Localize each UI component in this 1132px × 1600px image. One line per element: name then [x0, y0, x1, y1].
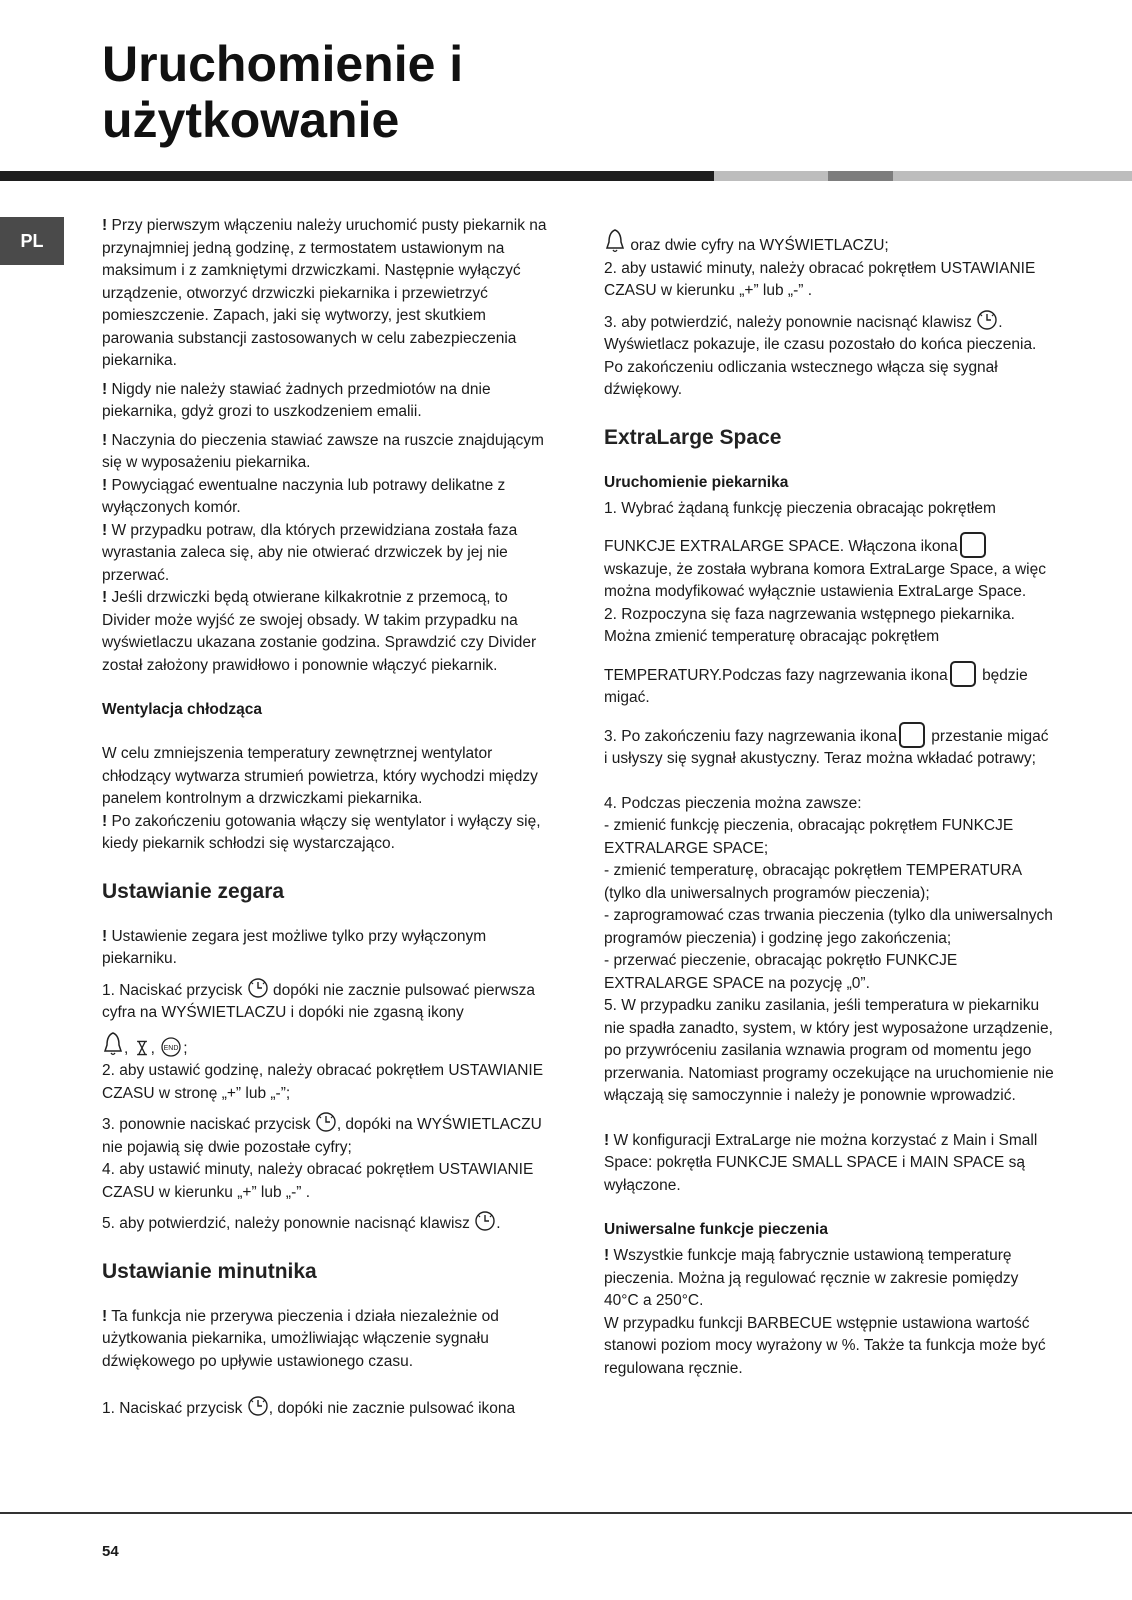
compartment-square-icon	[899, 722, 925, 748]
hourglass-icon	[133, 1039, 151, 1057]
warning-mark: !	[102, 589, 108, 606]
cooling-fan-heading: Wentylacja chłodząca	[102, 701, 262, 718]
icon-separator: ,	[124, 1039, 129, 1057]
warning-mark: !	[604, 1247, 610, 1264]
bell-icon	[604, 228, 626, 254]
universal-warning: ! Wszystkie funkcje mają fabrycznie ustawioną temperaturę pieczenia. Można ją regulować ręcznie w zakresie pomiędzy 40°C a 250°C.	[604, 1247, 1019, 1309]
universal-barbecue: W przypadku funkcji BARBECUE wstępnie ustawiona wartość stanowi poziom mocy wyrażony w %. Także ta funkcja może być regulowana ręcznie.	[604, 1314, 1046, 1377]
warning-rising: ! W przypadku potraw, dla których przewidziana została faza wyrastania zaleca się, aby nie otwierać drzwiczek by jej nie przerwać.	[102, 521, 518, 584]
cooling-fan-warning: ! Po zakończeniu gotowania włączy się wentylator i wyłączy się, kiedy piekarnik schłodzi się wystarczająco.	[102, 812, 541, 852]
clock-step-3: 3. ponownie naciskać przycisk , dopóki na WYŚWIETLACZU nie pojawią się dwie pozostałe cyfry;	[102, 1111, 552, 1159]
clock-icon	[247, 977, 269, 999]
timer-step-3: 3. aby potwierdzić, należy ponownie nacisnąć klawisz . Wyświetlacz pokazuje, ile czasu pozostało do końca pieczenia. Po zakończeniu odliczania wstecznego włącza się sygnał dźwiękowy.	[604, 309, 1056, 402]
warning-mark: !	[102, 476, 108, 494]
clock-icon	[315, 1111, 337, 1133]
header-rule-dark	[0, 171, 714, 181]
compartment-square-icon	[960, 532, 986, 558]
header-rule-mid	[828, 171, 893, 181]
end-icon-label: END	[163, 1044, 179, 1052]
timer-step-1: 1. Naciskać przycisk , dopóki nie zacznie pulsować ikona	[102, 1395, 552, 1421]
start-step-4: 4. Podczas pieczenia można zawsze:	[604, 794, 862, 812]
start-step-4d: - przerwać pieczenie, obracając pokrętło FUNKCJE EXTRALARGE SPACE na pozycję „0”.	[604, 952, 958, 992]
clock-heading: Ustawianie zegara	[102, 879, 285, 903]
cooling-fan-text: W celu zmniejszenia temperatury zewnętrznej wentylator chłodzący wytwarza strumień powietrza, który wychodzi między panelem kontrolnym a drzwiczkami piekarnika.	[102, 745, 538, 807]
clock-warning: ! Ustawienie zegara jest możliwe tylko przy wyłączonym piekarniku.	[102, 927, 487, 967]
warning-mark: !	[604, 1131, 610, 1149]
start-step-5: 5. W przypadku zaniku zasilania, jeśli temperatura w piekarniku nie spadła zanadto, system, w który jest wyposażone urządzenie, po przywróceniu zasilania wznawia program od momentu jego przerwania. Natomiast programy oczekujące na uruchomienie nie włączają się samoczynnie i należy je ponownie wprowadzić.	[604, 997, 1054, 1104]
timer-step-2: 2. aby ustawić minuty, należy obracać pokrętłem USTAWIANIE CZASU w kierunku „+” lub „-” .	[604, 259, 1036, 299]
warning-mark: !	[102, 217, 108, 234]
clock-icon	[247, 1395, 269, 1417]
start-step-2-cont: TEMPERATURY.Podczas fazy nagrzewania ikona będzie migać.	[604, 661, 1056, 710]
warning-remove-dishes: ! Powyciągać ewentualne naczynia lub potrawy delikatne z wyłączonych komór.	[102, 476, 506, 516]
language-tab: PL	[0, 217, 64, 265]
icons-row-end: ;	[183, 1039, 188, 1057]
clock-icon	[474, 1210, 496, 1232]
page-title	[102, 36, 463, 148]
extralarge-heading: ExtraLarge Space	[604, 425, 782, 449]
clock-step-4: 4. aby ustawić minuty, należy obracać pokrętłem USTAWIANIE CZASU w kierunku „+” lub „-” .	[102, 1161, 534, 1201]
warning-no-objects: ! Nigdy nie należy stawiać żadnych przedmiotów na dnie piekarnika, gdyż grozi to uszkodzeniem emalii.	[102, 380, 491, 420]
end-icon	[159, 1035, 183, 1057]
clock-step-2: 2. aby ustawić godzinę, należy obracać pokrętłem USTAWIANIE CZASU w stronę „+” lub „-”;	[102, 1062, 544, 1102]
sentence-end: .	[998, 313, 1003, 331]
warning-rack: ! Naczynia do pieczenia stawiać zawsze na ruszcie znajdującym się w wyposażeniu piekarnika.	[102, 431, 544, 471]
warning-mark: !	[102, 521, 108, 539]
extralarge-warning: ! W konfiguracji ExtraLarge nie można korzystać z Main i Small Space: pokrętła FUNKCJE SMALL SPACE i MAIN SPACE są wyłączone.	[604, 1131, 1038, 1194]
title-line-2: użytkowanie	[102, 92, 400, 148]
timer-warning: ! Ta funkcja nie przerywa pieczenia i działa niezależnie od użytkowania piekarnika, umożliwiając włączenie sygnału dźwiękowego po upływie ustawionego czasu.	[102, 1307, 499, 1370]
warning-mark: !	[102, 927, 108, 945]
right-column	[604, 228, 1056, 1386]
bell-icon	[102, 1031, 124, 1057]
clock-icons-row	[102, 1031, 552, 1061]
title-line-1: Uruchomienie i	[102, 36, 464, 92]
left-column	[102, 215, 552, 1427]
page-number: 54	[102, 1543, 119, 1560]
sentence-end: .	[496, 1215, 501, 1232]
compartment-square-icon	[950, 661, 976, 687]
header-rule-light	[714, 171, 828, 181]
warning-mark: !	[102, 380, 108, 398]
warning-mark: !	[102, 431, 108, 449]
start-step-2: 2. Rozpoczyna się faza nagrzewania wstępnego piekarnika. Można zmienić temperaturę obracając pokrętłem	[604, 605, 1015, 645]
warning-divider: ! Jeśli drzwiczki będą otwierane kilkakrotnie z przemocą, to Divider może wyjść ze swojej obsady. W takim przypadku na wyświetlaczu ukazana zostanie godzina. Sprawdzić czy Divider został założony prawidłowo i ponownie włączyć piekarnik.	[102, 589, 537, 674]
start-step-3: 3. Po zakończeniu fazy nagrzewania ikona przestanie migać i usłyszy się sygnał akustyczny. Teraz można wkładać potrawy;	[604, 722, 1056, 771]
footer-rule	[0, 1512, 1132, 1514]
start-step-1: 1. Wybrać żądaną funkcję pieczenia obracając pokrętłem	[604, 499, 996, 517]
clock-step-1: 1. Naciskać przycisk dopóki nie zacznie pulsować pierwsza cyfra na WYŚWIETLACZU i dopóki nie zgasną ikony	[102, 977, 552, 1025]
universal-functions-heading: Uniwersalne funkcje pieczenia	[604, 1221, 828, 1238]
start-step-4c: - zaprogramować czas trwania pieczenia (tylko dla uniwersalnych programów pieczenia) i godzinę jego zakończenia;	[604, 907, 1053, 947]
start-oven-heading: Uruchomienie piekarnika	[604, 473, 789, 491]
start-step-4a: - zmienić funkcję pieczenia, obracając pokrętłem FUNKCJE EXTRALARGE SPACE;	[604, 817, 1014, 857]
timer-step-1-cont: oraz dwie cyfry na WYŚWIETLACZU;	[604, 228, 1056, 258]
timer-heading: Ustawianie minutnika	[102, 1259, 317, 1283]
warning-mark: !	[102, 812, 108, 830]
start-step-4b: - zmienić temperaturę, obracając pokrętłem TEMPERATURA (tylko dla uniwersalnych programów pieczenia);	[604, 862, 1022, 902]
clock-step-5: 5. aby potwierdzić, należy ponownie nacisnąć klawisz .	[102, 1210, 552, 1236]
clock-icon	[976, 309, 998, 331]
start-step-1-cont: FUNKCJE EXTRALARGE SPACE. Włączona ikona wskazuje, że została wybrana komora ExtraLarge Space, a więc można modyfikować wyłącznie ustawienia ExtraLarge Space.	[604, 532, 1056, 604]
header-rule-light-end	[893, 171, 1132, 181]
warning-first-use: ! Przy pierwszym włączeniu należy uruchomić pusty piekarnik na przynajmniej jedną godzinę, z termostatem ustawionym na maksimum i z zamkniętymi drzwiczkami. Następnie wyłączyć urządzenie, otworzyć drzwiczki piekarnika i przewietrzyć pomieszczenie. Zapach, jaki się wytworzy, jest skutkiem parowania substancji zastosowanych w celu zabezpieczenia piekarnika.	[102, 217, 547, 369]
warning-mark: !	[102, 1307, 108, 1325]
icon-separator: ,	[150, 1039, 155, 1057]
